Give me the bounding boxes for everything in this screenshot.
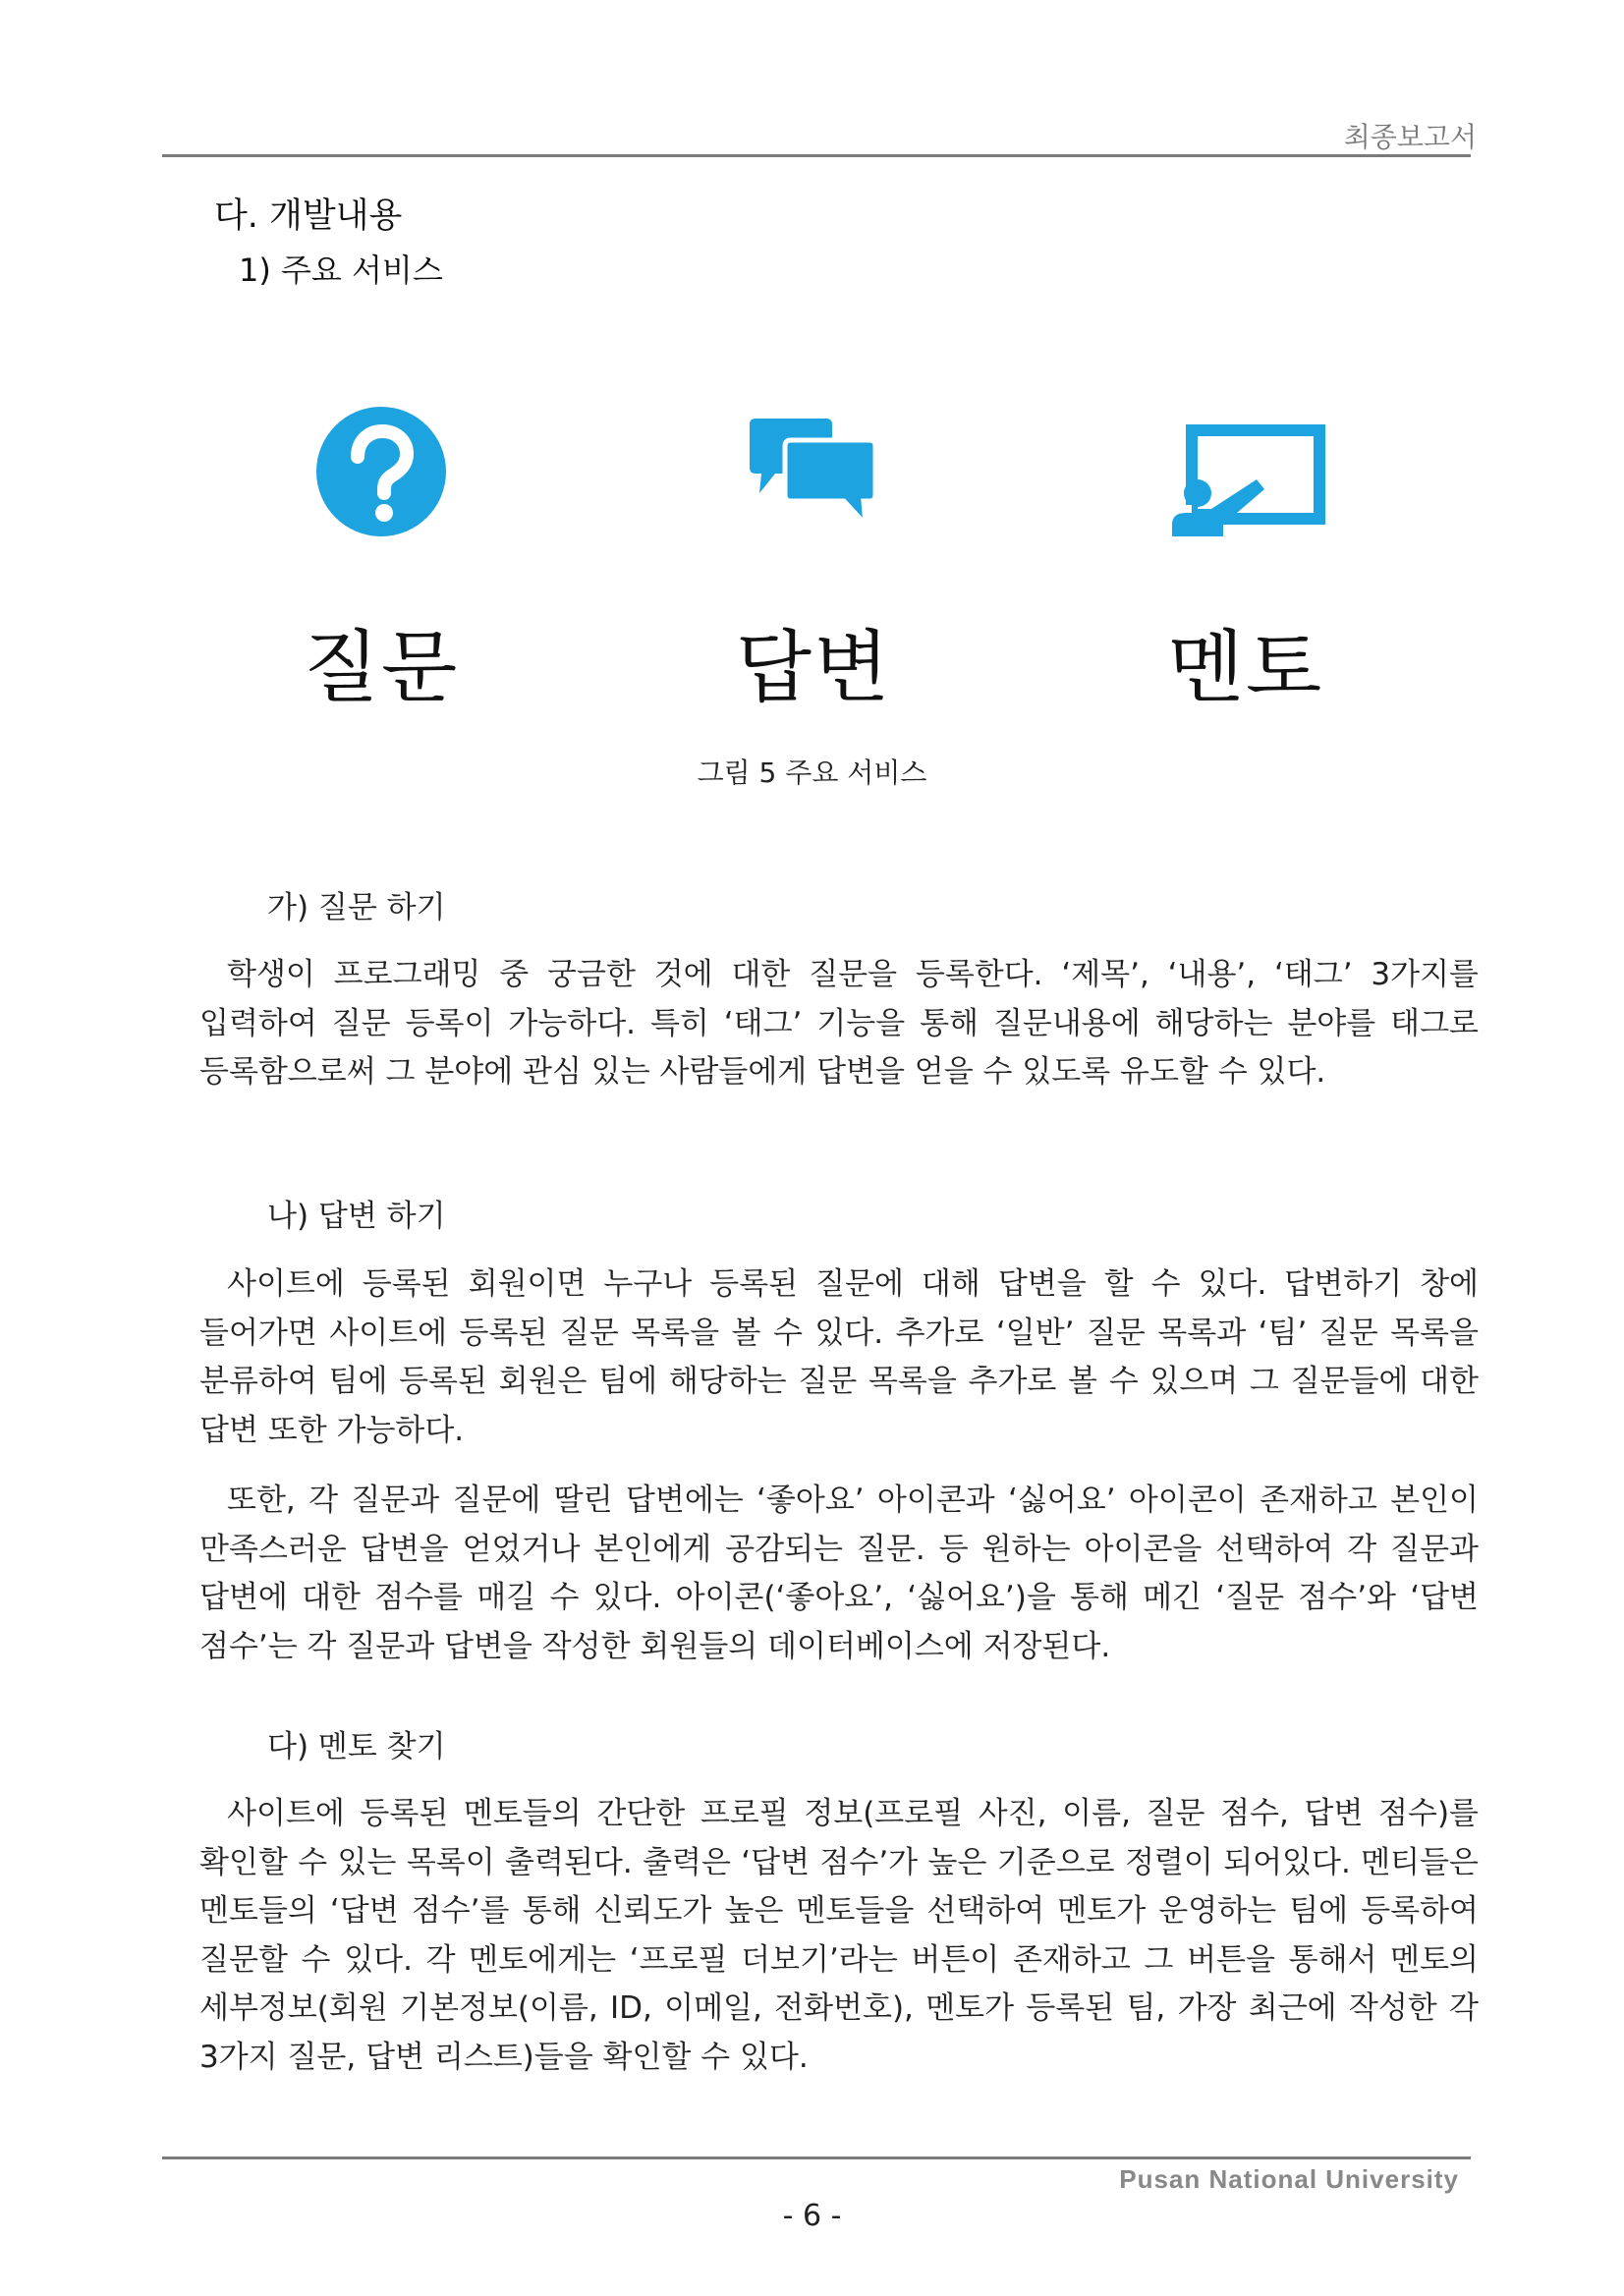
section-title: 다. 개발내용 [214,196,403,236]
paragraph-mentor: 사이트에 등록된 멘토들의 간단한 프로필 정보(프로필 사진, 이름, 질문 점수, 답변 점수)를 확인할 수 있는 목록이 출력된다. 출력은 ‘답변 점수’가 높은 기준으로 정렬이 되어있다. 멘티들은 멘토들의 ‘답변 점수’를 통해 신뢰도가 높은 멘토들을 선택하여 멘토가 운영하는 팀에 등록하여 질문할 수 있다. 각 멘토에게는 ‘프로필 더보기’라는 버튼이 존재하고 그 버튼을 통해서 멘토의 세부정보(회원 기본정보(이름, ID, 이메일, 전화번호), 멘토가 등록된 팀, 가장 최근에 작성한 각 3가지 질문, 답변 리스트)들을 확인할 수 있다. [199,1796,1479,2075]
question-mark-icon [312,403,450,540]
presentation-board-icon [1162,403,1329,540]
service-question [234,403,529,713]
header-divider [162,154,1471,157]
footer-organization: Pusan National University [1119,2164,1459,2194]
item-title-answer: 나) 답변 하기 [267,1199,446,1234]
service-label-mentor: 멘토 [1167,622,1324,713]
paragraph-answer-1: 사이트에 등록된 회원이면 누구나 등록된 질문에 대해 답변을 할 수 있다. 답변하기 창에 들어가면 사이트에 등록된 질문 목록을 볼 수 있다. 추가로 ‘일반’ 질문 목록과 ‘팀’ 질문 목록을 분류하여 팀에 등록된 회원은 팀에 해당하는 질문 목록을 추가로 볼 수 있으며 그 질문들에 대한 답변 또한 가능하다. [199,1266,1479,1448]
page-number: - 6 - [782,2199,842,2233]
paragraph-question: 학생이 프로그래밍 중 궁금한 것에 대한 질문을 등록한다. ‘제목’, ‘내용’, ‘태그’ 3가지를 입력하여 질문 등록이 가능하다. 특히 ‘태그’ 기능을 통해 질문내용에 해당하는 분야를 태그로 등록함으로써 그 분야에 관심 있는 사람들에게 답변을 얻을 수 있도록 유도할 수 있다. [199,957,1479,1090]
paragraph-answer-2: 또한, 각 질문과 질문에 딸린 답변에는 ‘좋아요’ 아이콘과 ‘싫어요’ 아이콘이 존재하고 본인이 만족스러운 답변을 얻었거나 본인에게 공감되는 질문. 등 원하는 아이콘을 선택하여 각 질문과 답변에 대한 점수를 매길 수 있다. 아이콘(‘좋아요’, ‘싫어요’)을 통해 메긴 ‘질문 점수’와 ‘답변 점수’는 각 질문과 답변을 작성한 회원들의 데이터베이스에 저장된다. [199,1483,1479,1664]
subsection-title: 1) 주요 서비스 [239,252,443,289]
service-label-answer: 답변 [735,622,892,713]
chat-bubbles-icon [740,403,887,540]
item-title-question: 가) 질문 하기 [267,890,446,925]
header-title: 최종보고서 [1343,121,1477,153]
figure-caption: 그림 5 주요 서비스 [697,756,927,789]
service-label-question: 질문 [303,622,460,713]
footer-divider [162,2156,1471,2159]
service-mentor [1098,403,1393,713]
item-title-mentor: 다) 멘토 찾기 [267,1729,446,1764]
service-answer [666,403,961,713]
